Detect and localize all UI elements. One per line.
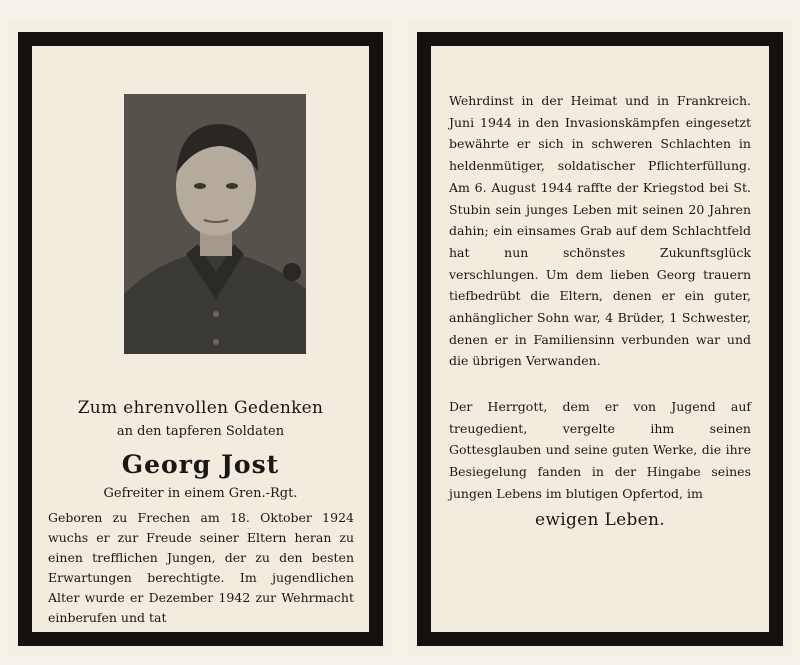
- memorial-subheading: an den tapferen Soldaten: [116, 424, 285, 439]
- closing-words: ewigen Leben.: [535, 510, 665, 530]
- prayer-text: Der Herrgott, dem er von Jugend auf treugedient, vergelte ihm seinen Gottesglauben und seine guten Werke, die ihre Besiegelung fanden in der Hingabe seines jungen Lebens im blutigen Opfertod, im: [449, 399, 751, 501]
- biography-text-right: Wehrdinst in der Heimat und in Frankreich. Juni 1944 in den Invasionskämpfen eingesetzt bewährte er sich in schweren Schlachten in heldenmütiger, soldatischer Pflichterfüllung. Am 6. August 1944 raffte der Kriegstod bei St. Stubin sein junges Leben mit seinen 20 Jahren dahin; ein einsames Grab auf dem Schlachtfeld hat nun schönstes Zukunftsglück verschlungen. Um dem lieben Georg trauern tiefbedrübt die Eltern, denen er ein guter, anhänglicher Sohn war, 4 Brüder, 1 Schwester, denen er in Familiensinn verbunden war und die übrigen Verwanden.: [449, 93, 751, 369]
- biography-text-left: Geboren zu Frechen am 18. Oktober 1924 wuchs er zur Freude seiner Eltern heran zu einen trefflichen Jungen, der zu den besten Erwartungen berechtigte. Im jugendlichen Alter wurde er Dezember 1942 zur Wehrmacht einberufen und tat: [48, 510, 354, 625]
- right-black-border: [417, 32, 783, 646]
- deceased-name: Georg Jost: [121, 450, 280, 479]
- right-card: [408, 20, 792, 656]
- left-black-border: [18, 32, 383, 646]
- memorial-heading: Zum ehrenvollen Gedenken: [77, 398, 324, 418]
- military-rank: Gefreiter in einem Gren.-Rgt.: [103, 486, 298, 501]
- left-card: [8, 20, 392, 656]
- soldier-portrait-photo: [124, 94, 306, 354]
